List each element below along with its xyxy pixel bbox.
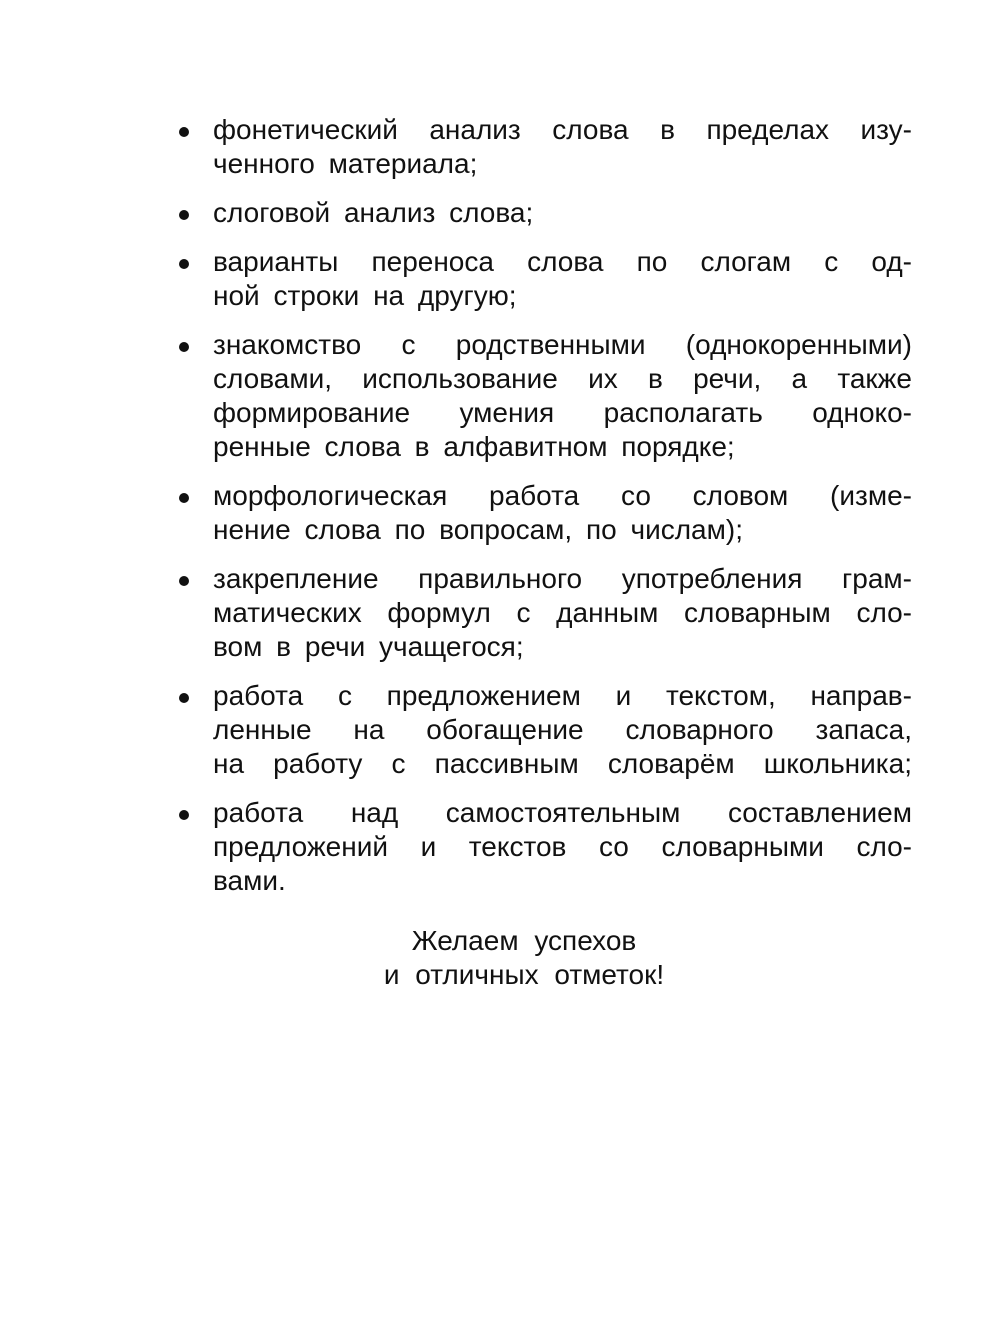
bullet-icon (179, 810, 189, 820)
list-item-line: вами. (213, 865, 286, 896)
list-item (176, 245, 912, 313)
list-item (176, 679, 912, 781)
bullet-icon (179, 576, 189, 586)
list-item-line: словами, использование их в речи, а также (213, 363, 912, 394)
list-item-line: предложений и текстов со словарными сло- (213, 831, 912, 862)
list-item (176, 562, 912, 664)
list-item-line: варианты переноса слова по слогам с од- (213, 246, 912, 277)
list-item-line: ленные на обогащение словарного запаса, (213, 714, 912, 745)
list-item-line: закрепление правильного употребления грам- (213, 563, 912, 594)
bullet-icon (179, 210, 189, 220)
list-item-line: нение слова по вопросам, по числам); (213, 514, 743, 545)
list-item-line: ченного материала; (213, 148, 478, 179)
list-item-line: работа с предложением и текстом, направ- (213, 680, 912, 711)
list-item-line: знакомство с родственными (однокоренными) (213, 329, 912, 360)
list-item-line: формирование умения располагать одноко- (213, 397, 912, 428)
list-item (176, 328, 912, 464)
list-item-line: работа над самостоятельным составлением (213, 797, 912, 828)
list-item (176, 479, 912, 547)
list-item (176, 113, 912, 181)
bullet-icon (179, 493, 189, 503)
bullet-icon (179, 259, 189, 269)
list-item (176, 796, 912, 898)
list-item-line: ной строки на другую; (213, 280, 517, 311)
list-item (176, 196, 912, 230)
activity-list (176, 113, 912, 913)
closing-line-2: и отличных отметок! (383, 959, 665, 990)
list-item-line: морфологическая работа со словом (изме- (213, 480, 912, 511)
list-item-line: фонетический анализ слова в пределах изу- (213, 114, 912, 145)
list-item-line: на работу с пассивным словарём школьника; (213, 748, 912, 779)
bullet-icon (179, 127, 189, 137)
list-item-line: ренные слова в алфавитном порядке; (213, 431, 735, 462)
list-item-line: вом в речи учащегося; (213, 631, 524, 662)
closing-wish (0, 924, 1000, 992)
bullet-icon (179, 693, 189, 703)
closing-line-1: Желаем успехов (411, 925, 637, 956)
list-item-line: матических формул с данным словарным сло- (213, 597, 912, 628)
bullet-icon (179, 342, 189, 352)
list-item-line: слоговой анализ слова; (213, 197, 534, 228)
